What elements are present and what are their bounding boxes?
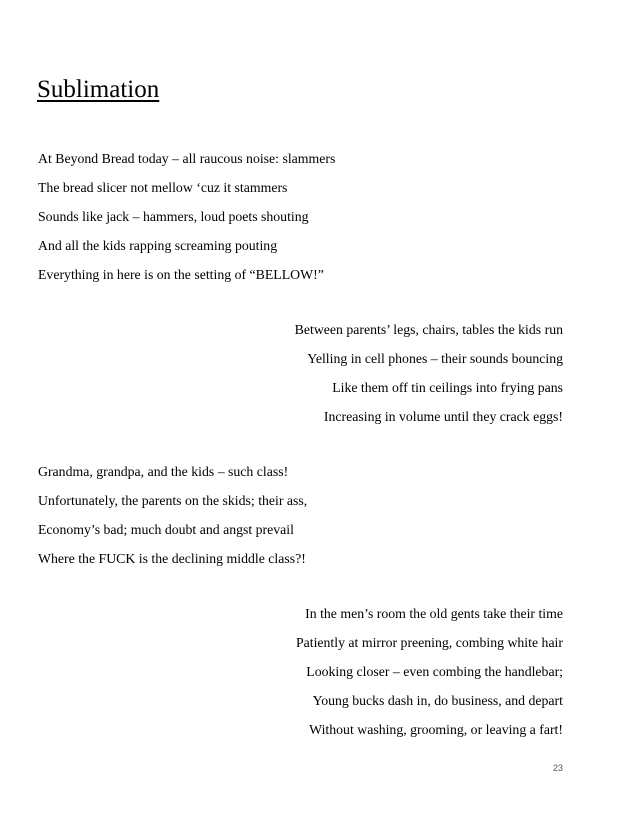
stanza-2 xyxy=(295,321,563,437)
poem-line: Grandma, grandpa, and the kids – such class! xyxy=(38,464,289,479)
poem-line: In the men’s room the old gents take their time xyxy=(305,606,563,621)
poem-line: Increasing in volume until they crack eggs! xyxy=(323,409,563,424)
poem-line: Where the FUCK is the declining middle class?! xyxy=(38,551,306,566)
poem-line: Young bucks dash in, do business, and depart xyxy=(312,693,563,708)
stanza-3 xyxy=(38,463,307,579)
poem-line: Looking closer – even combing the handlebar; xyxy=(306,664,563,679)
poem-line: Patiently at mirror preening, combing white hair xyxy=(295,635,563,650)
poem-line: Unfortunately, the parents on the skids; their ass, xyxy=(38,493,308,508)
poem-title: Sublimation xyxy=(37,76,160,103)
poem-line: The bread slicer not mellow ‘cuz it stammers xyxy=(38,180,288,195)
poem-line: Without washing, grooming, or leaving a fart! xyxy=(309,722,563,737)
page-number: 23 xyxy=(552,763,563,773)
poem-line: At Beyond Bread today – all raucous noise: slammers xyxy=(38,151,336,166)
poem-line: Everything in here is on the setting of “BELLOW!” xyxy=(38,267,324,282)
poem-line: And all the kids rapping screaming pouting xyxy=(38,238,278,253)
poem-line: Yelling in cell phones – their sounds bouncing xyxy=(307,351,563,366)
stanza-1 xyxy=(38,150,335,295)
poem-line: Like them off tin ceilings into frying pans xyxy=(332,380,563,395)
poem-line: Economy’s bad; much doubt and angst prevail xyxy=(38,522,294,537)
poem-line: Between parents’ legs, chairs, tables the kids run xyxy=(294,322,563,337)
stanza-4 xyxy=(296,605,563,750)
poem-line: Sounds like jack – hammers, loud poets shouting xyxy=(38,209,309,224)
